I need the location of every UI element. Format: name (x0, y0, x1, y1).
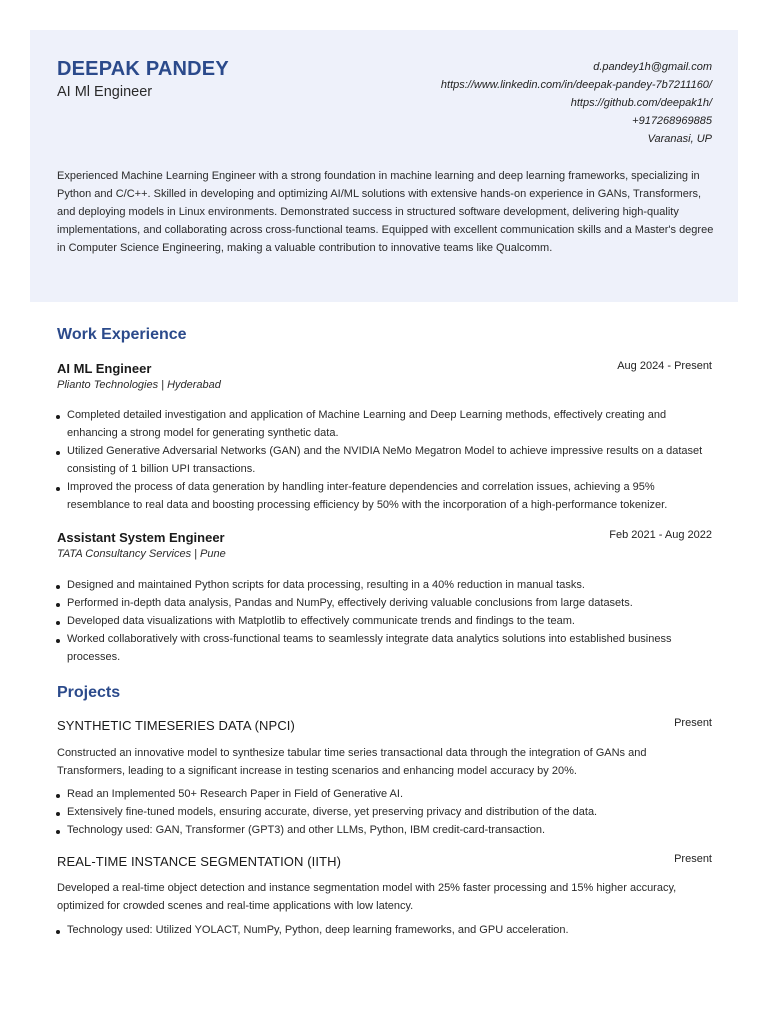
list-item: Worked collaboratively with cross-functional teams to seamlessly integrate data analytics solutions into established business processes. (56, 630, 716, 666)
candidate-role: AI Ml Engineer (57, 84, 153, 100)
project-title: REAL-TIME INSTANCE SEGMENTATION (IITH) (57, 854, 342, 869)
project-description: Developed a real-time object detection and instance segmentation model with 25% faster processing and 15% higher accuracy, optimized for crowded scenes and real-time applications with low latency. (57, 882, 677, 912)
list-item: Designed and maintained Python scripts for data processing, resulting in a 40% reduction in manual tasks. (56, 576, 716, 594)
location: Varanasi, UP (647, 133, 712, 145)
project-description: Constructed an innovative model to synthesize tabular time series transactional data through the integration of GANs and Transformers, leading to a significant increase in testing scenarios and enhancing model accuracy by 20%. (57, 747, 647, 777)
list-item: Performed in-depth data analysis, Pandas and NumPy, effectively deriving valuable conclusions from large datasets. (56, 594, 716, 612)
project-bullet-list (56, 921, 716, 939)
github-link[interactable]: https://github.com/deepak1h/ (570, 97, 712, 109)
job-date: Aug 2024 - Present (617, 360, 712, 372)
list-item: Technology used: GAN, Transformer (GPT3) and other LLMs, Python, IBM credit-card-transaction. (56, 821, 716, 839)
list-item: Read an Implemented 50+ Research Paper in Field of Generative AI. (56, 785, 716, 803)
job-title: Assistant System Engineer (57, 530, 225, 545)
job-company: Plianto Technologies | Hyderabad (57, 379, 221, 391)
project-date: Present (674, 853, 712, 865)
candidate-name: DEEPAK PANDEY (57, 58, 229, 80)
list-item: Developed data visualizations with Matplotlib to effectively communicate trends and findings to the team. (56, 612, 716, 630)
list-item: Completed detailed investigation and application of Machine Learning and Deep Learning methods, effectively creating and enhancing a strong model for generating synthetic data. (56, 406, 716, 442)
header-panel (30, 30, 738, 302)
project-date: Present (674, 717, 712, 729)
profile-summary: Experienced Machine Learning Engineer with a strong foundation in machine learning and deep learning frameworks, specializing in Python and C/C++. Skilled in developing and optimizing AI/ML solutions with extensive hands-on experience in GANs, Transformers, and deploying models in Linux environments. Demonstrated success in structured software development, delivering high-quality implementations, and collaborating across cross-functional teams. Equipped with excellent communication skills and a Master's degree in Computer Science Engineering, making a valuable contribution to innovative teams like Qualcomm. (57, 170, 714, 254)
project-bullet-list (56, 785, 716, 839)
linkedin-link[interactable]: https://www.linkedin.com/in/deepak-pandey-7b7211160/ (440, 79, 712, 91)
phone-number: +917268969885 (632, 115, 712, 127)
job-title: AI ML Engineer (57, 361, 152, 376)
project-title: SYNTHETIC TIMESERIES DATA (NPCI) (57, 718, 295, 733)
job-bullet-list (56, 406, 716, 514)
job-bullet-list (56, 576, 716, 666)
job-date: Feb 2021 - Aug 2022 (609, 529, 712, 541)
list-item: Technology used: Utilized YOLACT, NumPy, Python, deep learning frameworks, and GPU acceleration. (56, 921, 716, 939)
job-company: TATA Consultancy Services | Pune (57, 548, 226, 560)
projects-heading: Projects (57, 684, 121, 701)
contact-list (441, 58, 712, 148)
work-experience-heading: Work Experience (57, 326, 187, 343)
email-link[interactable]: d.pandey1h@gmail.com (593, 61, 712, 73)
list-item: Extensively fine-tuned models, ensuring accurate, diverse, yet preserving privacy and distribution of the data. (56, 803, 716, 821)
list-item: Improved the process of data generation by handling inter-feature dependencies and correlation issues, achieving a 95% resemblance to real data and boosting processing efficiency by 50% with the incorporation of a high-performance tokenizer. (56, 478, 716, 514)
list-item: Utilized Generative Adversarial Networks (GAN) and the NVIDIA NeMo Megatron Model to achieve impressive results on a dataset consisting of 1 billion UPI transactions. (56, 442, 716, 478)
